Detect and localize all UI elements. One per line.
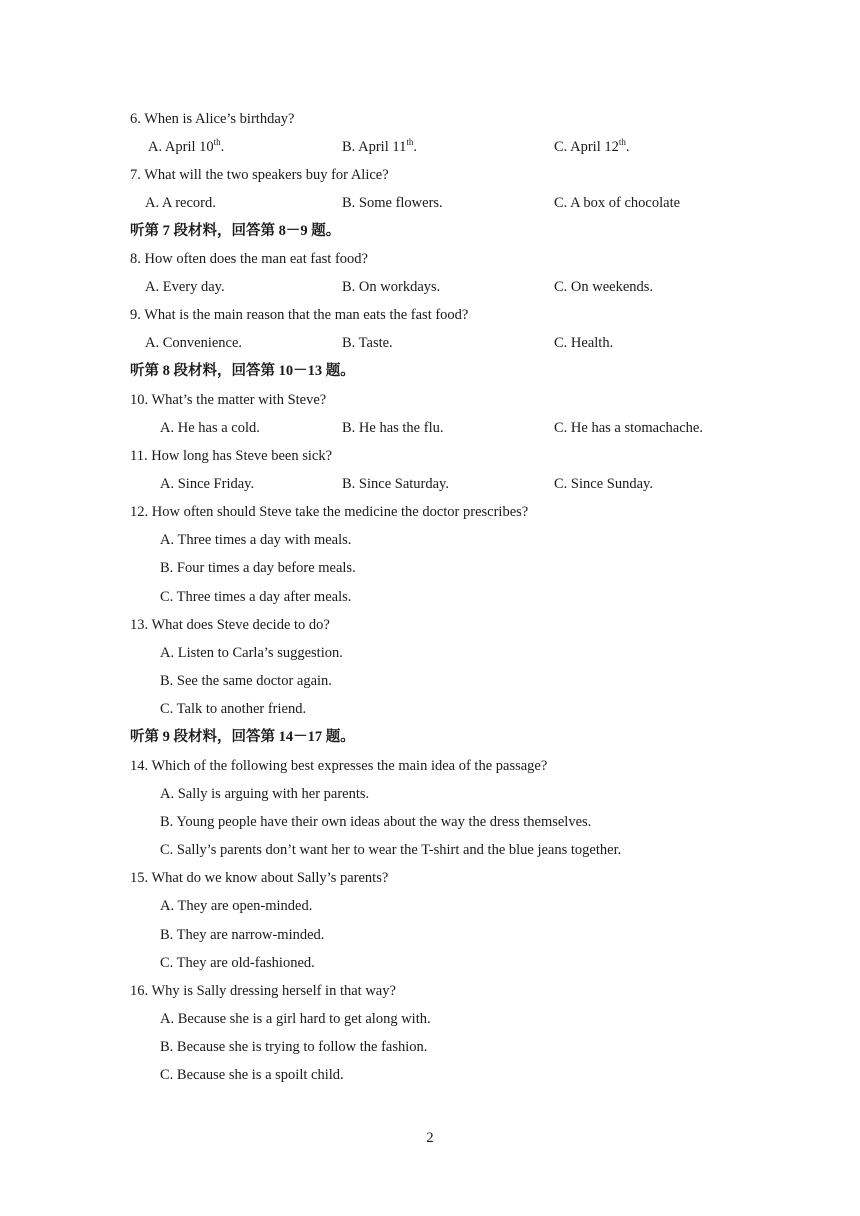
- q9-option-c: C. Health.: [554, 335, 614, 351]
- q15-option-a: A. They are open-minded.: [160, 898, 313, 914]
- question-7: 7. What will the two speakers buy for Alice?: [130, 167, 389, 183]
- question-14: 14. Which of the following best expresses the main idea of the passage?: [130, 758, 548, 774]
- q13-option-c: C. Talk to another friend.: [160, 701, 307, 717]
- question-16: 16. Why is Sally dressing herself in that way?: [130, 983, 396, 999]
- q16-option-c: C. Because she is a spoilt child.: [160, 1067, 344, 1083]
- q11-option-a: A. Since Friday.: [160, 476, 255, 492]
- q14-option-c: C. Sally’s parents don’t want her to wear the T-shirt and the blue jeans together.: [160, 842, 622, 858]
- q9-option-b: B. Taste.: [342, 335, 393, 351]
- page-number: 2: [426, 1130, 434, 1146]
- question-10: 10. What’s the matter with Steve?: [130, 392, 327, 408]
- q12-option-a: A. Three times a day with meals.: [160, 532, 352, 548]
- q8-option-b: B. On workdays.: [342, 279, 441, 295]
- q10-option-b: B. He has the flu.: [342, 420, 444, 436]
- section-heading-8: 听第 8 段材料，回答第 10－13 题。: [130, 363, 355, 379]
- q6-option-b: B. April 11th.: [342, 137, 417, 155]
- question-15: 15. What do we know about Sally’s parents?: [130, 870, 389, 886]
- q16-option-a: A. Because she is a girl hard to get along with.: [160, 1011, 431, 1027]
- section-heading-9: 听第 9 段材料，回答第 14－17 题。: [130, 729, 355, 745]
- q12-option-b: B. Four times a day before meals.: [160, 560, 356, 576]
- question-9: 9. What is the main reason that the man eats the fast food?: [130, 307, 469, 323]
- q12-option-c: C. Three times a day after meals.: [160, 589, 352, 605]
- q6-option-c: C. April 12th.: [554, 137, 630, 155]
- question-13: 13. What does Steve decide to do?: [130, 617, 330, 633]
- q11-option-c: C. Since Sunday.: [554, 476, 653, 492]
- q13-option-b: B. See the same doctor again.: [160, 673, 332, 689]
- q9-option-a: A. Convenience.: [145, 335, 243, 351]
- q7-option-b: B. Some flowers.: [342, 195, 443, 211]
- q14-option-b: B. Young people have their own ideas about the way the dress themselves.: [160, 814, 592, 830]
- q10-option-a: A. He has a cold.: [160, 420, 260, 436]
- q10-option-c: C. He has a stomachache.: [554, 420, 703, 436]
- question-8: 8. How often does the man eat fast food?: [130, 251, 368, 267]
- question-11: 11. How long has Steve been sick?: [130, 448, 333, 464]
- q8-option-c: C. On weekends.: [554, 279, 654, 295]
- q13-option-a: A. Listen to Carla’s suggestion.: [160, 645, 343, 661]
- q7-option-a: A. A record.: [145, 195, 216, 211]
- q16-option-b: B. Because she is trying to follow the fashion.: [160, 1039, 428, 1055]
- q7-option-c: C. A box of chocolate: [554, 195, 681, 211]
- q6-option-a: A. April 10th.: [148, 137, 225, 155]
- q14-option-a: A. Sally is arguing with her parents.: [160, 786, 370, 802]
- question-12: 12. How often should Steve take the medicine the doctor prescribes?: [130, 504, 529, 520]
- section-heading-7: 听第 7 段材料，回答第 8－9 题。: [130, 223, 341, 239]
- q8-option-a: A. Every day.: [145, 279, 225, 295]
- q15-option-c: C. They are old-fashioned.: [160, 955, 315, 971]
- question-6: 6. When is Alice’s birthday?: [130, 111, 295, 127]
- q15-option-b: B. They are narrow-minded.: [160, 927, 325, 943]
- q11-option-b: B. Since Saturday.: [342, 476, 449, 492]
